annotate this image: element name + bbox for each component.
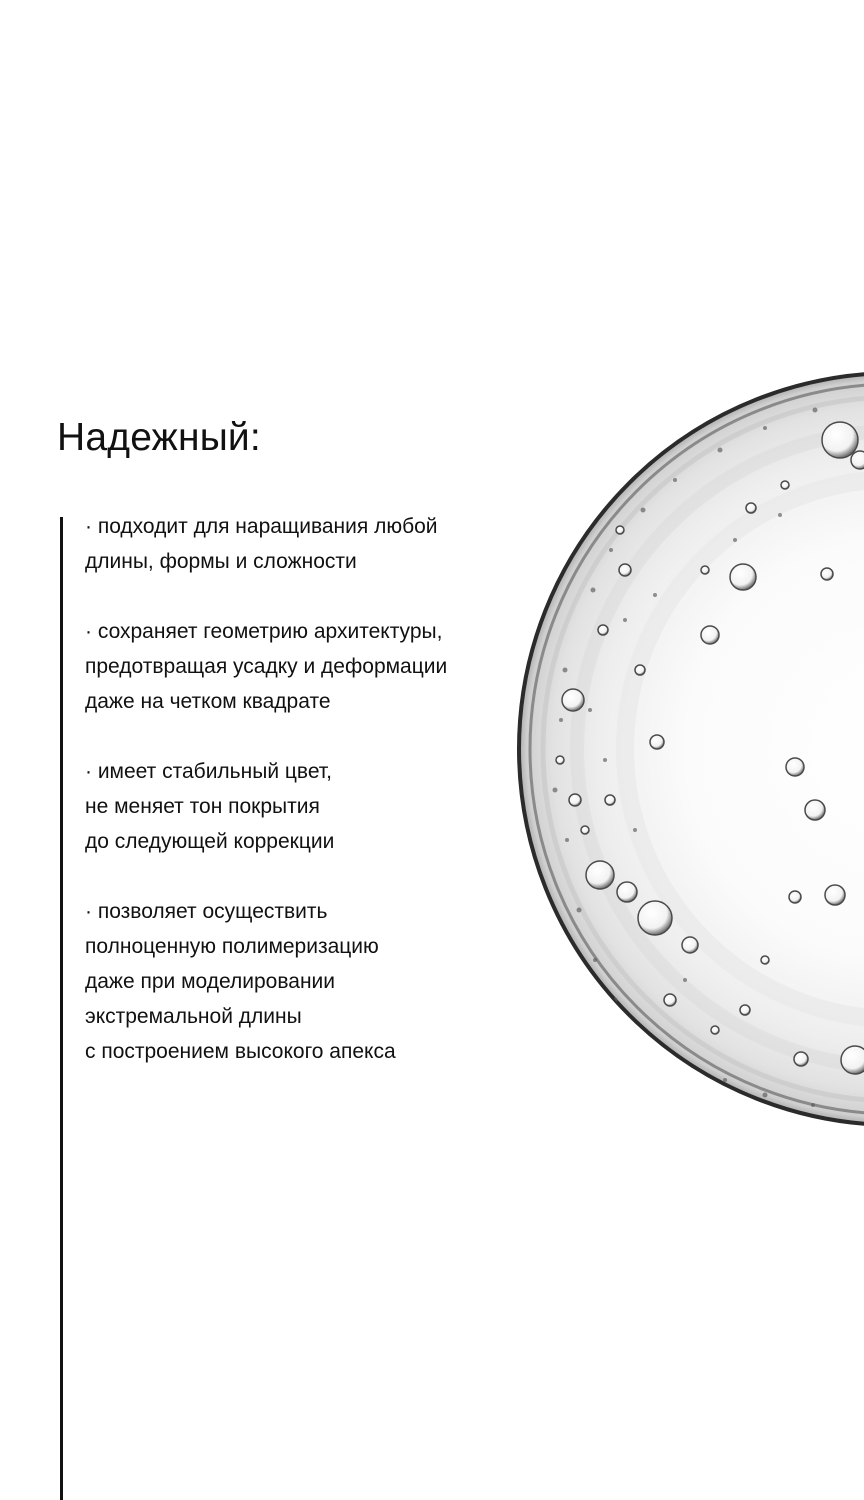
bubble <box>581 826 589 834</box>
feature-text-line: длины, формы и сложности <box>85 550 357 573</box>
feature-text-line: даже на четком квадрате <box>85 690 331 713</box>
bubble <box>701 626 719 644</box>
feature-text-line: · сохраняет геометрию архитектуры, <box>85 620 443 643</box>
bubble <box>619 564 631 576</box>
feature-item <box>85 614 525 719</box>
bubble <box>682 937 698 953</box>
feature-text-line: с построением высокого апекса <box>85 1040 396 1063</box>
bubble <box>598 625 608 635</box>
feature-item <box>85 509 525 579</box>
bubble <box>822 422 858 458</box>
feature-text-line: · подходит для наращивания любой <box>85 515 438 538</box>
bubble <box>841 1046 864 1074</box>
bubble <box>556 756 564 764</box>
feature-item <box>85 754 525 859</box>
feature-text-line: не меняет тон покрытия <box>85 795 320 818</box>
bubble <box>617 882 637 902</box>
bubble <box>786 758 804 776</box>
page-title: Надежный: <box>57 416 261 459</box>
vertical-divider-line <box>60 517 63 1500</box>
bubble <box>650 735 664 749</box>
feature-text-line: экстремальной длины <box>85 1005 302 1028</box>
bubble <box>616 526 624 534</box>
feature-text-line: полноценную полимеризацию <box>85 935 379 958</box>
bubble <box>638 901 672 935</box>
bubble <box>740 1005 750 1015</box>
bubble <box>711 1026 719 1034</box>
bubble <box>851 451 864 469</box>
bubble <box>794 1052 808 1066</box>
bubble <box>701 566 709 574</box>
feature-text-line: до следующей коррекции <box>85 830 335 853</box>
bubble <box>761 956 769 964</box>
bubble <box>569 794 581 806</box>
bubble <box>635 665 645 675</box>
feature-list <box>85 509 525 1104</box>
bubble <box>805 800 825 820</box>
feature-item <box>85 894 525 1069</box>
bubble <box>664 994 676 1006</box>
bubble <box>825 885 845 905</box>
bubble <box>562 689 584 711</box>
feature-text-line: предотвращая усадку и деформации <box>85 655 448 678</box>
feature-text-line: · имеет стабильный цвет, <box>85 760 332 783</box>
bubble <box>781 481 789 489</box>
feature-text-line: даже при моделировании <box>85 970 336 993</box>
bubble <box>730 564 756 590</box>
bubble <box>821 568 833 580</box>
gel-droplet-image <box>515 370 864 1128</box>
bubble <box>605 795 615 805</box>
bubble <box>746 503 756 513</box>
feature-text-line: · позволяет осуществить <box>85 900 328 923</box>
bubble <box>789 891 801 903</box>
bubble <box>586 861 614 889</box>
